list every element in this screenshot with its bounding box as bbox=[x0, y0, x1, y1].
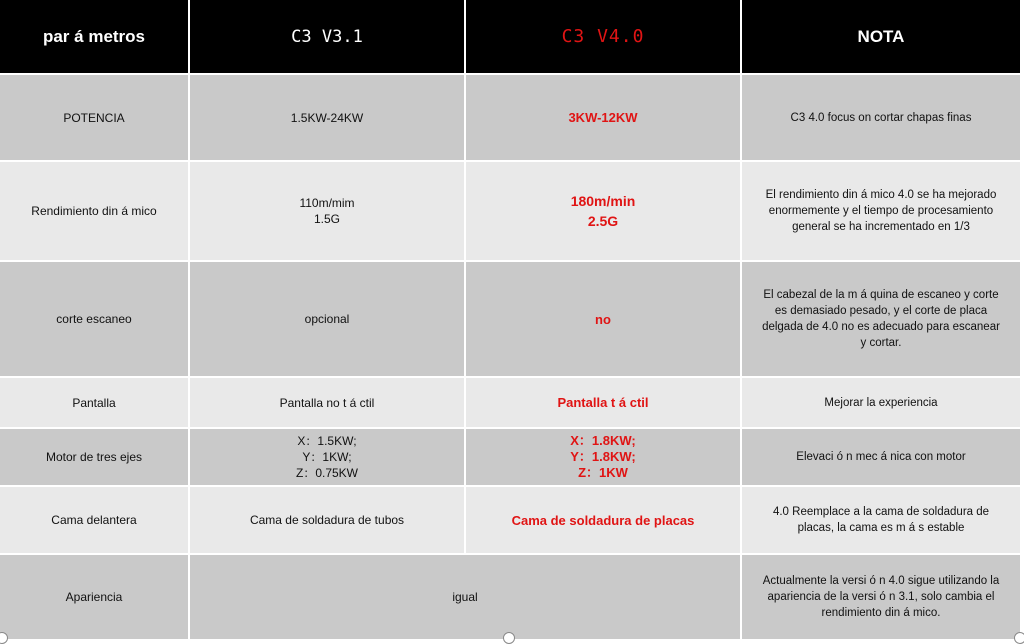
v40-motor: X：1.8KW; Y：1.8KW; Z：1KW bbox=[466, 429, 742, 487]
header-c3-v31: C3 V3.1 bbox=[190, 0, 466, 75]
param-apariencia: Apariencia bbox=[0, 555, 190, 641]
v31-rendimiento: 110m/mim 1.5G bbox=[190, 162, 466, 262]
resize-handle-bottom[interactable] bbox=[503, 632, 515, 644]
v31-corte-escaneo: opcional bbox=[190, 262, 466, 378]
param-rendimiento: Rendimiento din á mico bbox=[0, 162, 190, 262]
header-parametros: par á metros bbox=[0, 0, 190, 75]
note-corte-escaneo: El cabezal de la m á quina de escaneo y corte es demasiado pesado, y el corte de placa delgada de 4.0 no es adecuado para escanear y cortar. bbox=[742, 262, 1022, 378]
header-nota: NOTA bbox=[742, 0, 1022, 75]
v40-rendimiento: 180m/min 2.5G bbox=[466, 162, 742, 262]
v40-potencia: 3KW-12KW bbox=[466, 75, 742, 162]
param-pantalla: Pantalla bbox=[0, 378, 190, 429]
v40-corte-escaneo: no bbox=[466, 262, 742, 378]
note-potencia: C3 4.0 focus on cortar chapas finas bbox=[742, 75, 1022, 162]
param-corte-escaneo: corte escaneo bbox=[0, 262, 190, 378]
resize-handle-left[interactable] bbox=[0, 632, 8, 644]
v31-motor: X：1.5KW; Y：1KW; Z：0.75KW bbox=[190, 429, 466, 487]
param-motor: Motor de tres ejes bbox=[0, 429, 190, 487]
v31-potencia: 1.5KW-24KW bbox=[190, 75, 466, 162]
resize-handle-right[interactable] bbox=[1014, 632, 1024, 644]
v40-pantalla: Pantalla t á ctil bbox=[466, 378, 742, 429]
v31-cama: Cama de soldadura de tubos bbox=[190, 487, 466, 555]
note-cama: 4.0 Reemplace a la cama de soldadura de placas, la cama es m á s estable bbox=[742, 487, 1022, 555]
v31-pantalla: Pantalla no t á ctil bbox=[190, 378, 466, 429]
merged-apariencia: igual bbox=[190, 555, 742, 641]
param-cama: Cama delantera bbox=[0, 487, 190, 555]
note-apariencia: Actualmente la versi ó n 4.0 sigue utilizando la apariencia de la versi ó n 3.1, solo cambia el rendimiento din á mico. bbox=[742, 555, 1022, 641]
note-motor: Elevaci ó n mec á nica con motor bbox=[742, 429, 1022, 487]
v40-cama: Cama de soldadura de placas bbox=[466, 487, 742, 555]
note-rendimiento: El rendimiento din á mico 4.0 se ha mejorado enormemente y el tiempo de procesamiento general se ha incrementado en 1/3 bbox=[742, 162, 1022, 262]
param-potencia: POTENCIA bbox=[0, 75, 190, 162]
note-pantalla: Mejorar la experiencia bbox=[742, 378, 1022, 429]
header-c3-v40: C3 V4.0 bbox=[466, 0, 742, 75]
